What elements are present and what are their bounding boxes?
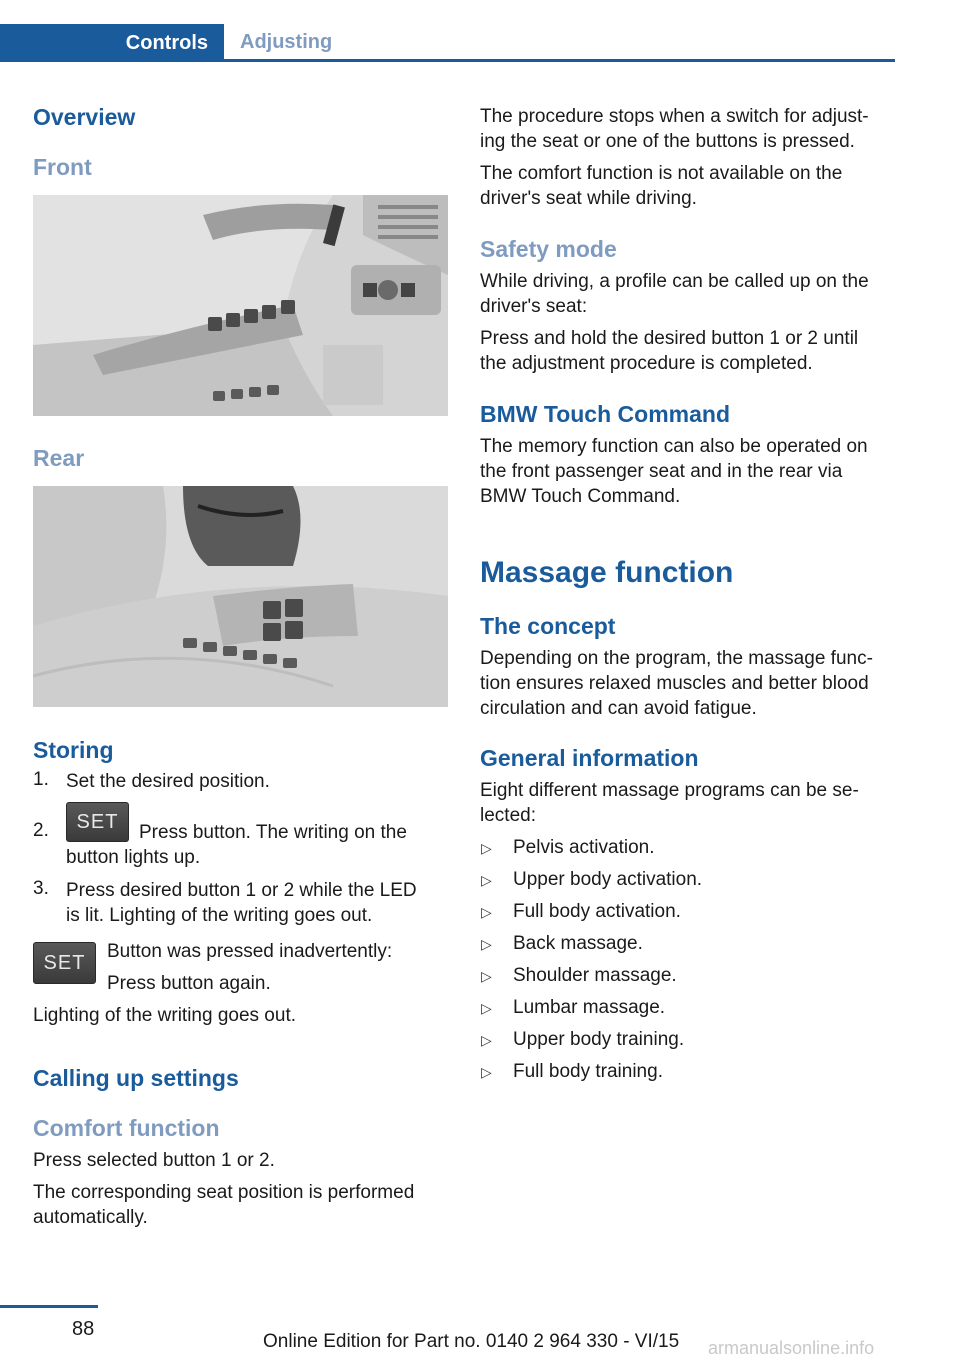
- bullet-triangle-icon: ▷: [481, 1064, 492, 1080]
- paragraph: Eight different massage programs can be se-: [480, 780, 859, 801]
- heading-safety-mode: Safety mode: [480, 236, 617, 262]
- paragraph: The procedure stops when a switch for adjust-: [480, 106, 869, 127]
- paragraph: The memory function can also be operated on: [480, 436, 868, 457]
- step-text: is lit. Lighting of the writing goes out.: [66, 905, 373, 926]
- list-item: Back massage.: [513, 933, 643, 954]
- list-item: Full body training.: [513, 1061, 663, 1082]
- list-item: Pelvis activation.: [513, 837, 655, 858]
- paragraph: ing the seat or one of the buttons is pressed.: [480, 131, 855, 152]
- paragraph: automatically.: [33, 1207, 148, 1228]
- heading-bmw-touch-command: BMW Touch Command: [480, 401, 730, 427]
- paragraph: Depending on the program, the massage func-: [480, 648, 873, 669]
- paragraph: the adjustment procedure is completed.: [480, 353, 813, 374]
- list-item: Full body activation.: [513, 901, 681, 922]
- paragraph: circulation and can avoid fatigue.: [480, 698, 757, 719]
- paragraph: Press and hold the desired button 1 or 2 until: [480, 328, 859, 349]
- note-text: Press button again.: [107, 973, 271, 994]
- list-item: Upper body activation.: [513, 869, 703, 890]
- paragraph: The corresponding seat position is performed: [33, 1182, 415, 1203]
- header-rule: [0, 59, 895, 62]
- footer-rule: [0, 1305, 98, 1308]
- front-door-illustration: [33, 195, 448, 416]
- header-tabs: [0, 24, 895, 62]
- paragraph: driver's seat while driving.: [480, 188, 697, 209]
- edition-text: Online Edition for Part no. 0140 2 964 330 - VI/15: [263, 1331, 680, 1352]
- set-button-icon: [66, 802, 129, 842]
- heading-the-concept: The concept: [480, 613, 616, 639]
- bullet-triangle-icon: ▷: [481, 1032, 492, 1048]
- heading-overview: Overview: [33, 104, 136, 130]
- note-text: Button was pressed inadvertently:: [107, 941, 393, 962]
- heading-rear: Rear: [33, 445, 85, 471]
- paragraph: driver's seat:: [480, 296, 588, 317]
- step-text: Set the desired position.: [66, 771, 270, 792]
- step-text: button lights up.: [66, 847, 201, 868]
- note-text: Lighting of the writing goes out.: [33, 1005, 297, 1026]
- paragraph: While driving, a profile can be called up on the: [480, 271, 869, 292]
- paragraph: The comfort function is not available on the: [480, 163, 843, 184]
- bullet-triangle-icon: ▷: [481, 840, 492, 856]
- heading-storing: Storing: [33, 737, 114, 763]
- list-item: Upper body training.: [513, 1029, 685, 1050]
- rear-door-illustration: [33, 486, 448, 707]
- front-door-panel-image: [33, 195, 448, 416]
- bullet-triangle-icon: ▷: [481, 904, 492, 920]
- paragraph: lected:: [480, 805, 536, 826]
- paragraph: the front passenger seat and in the rear via: [480, 461, 843, 482]
- heading-calling-up-settings: Calling up settings: [33, 1065, 239, 1091]
- watermark: armanualsonline.info: [708, 1338, 875, 1358]
- bullet-triangle-icon: ▷: [481, 936, 492, 952]
- rear-door-panel-image: [33, 486, 448, 707]
- heading-front: Front: [33, 154, 92, 180]
- step-number: 2.: [33, 820, 49, 841]
- paragraph: BMW Touch Command.: [480, 486, 681, 507]
- heading-massage-function: Massage function: [480, 556, 734, 589]
- set-button-label: SET: [76, 810, 119, 833]
- heading-general-information: General information: [480, 745, 699, 771]
- paragraph: Press selected button 1 or 2.: [33, 1150, 275, 1171]
- page-number: 88: [72, 1318, 95, 1340]
- step-text: Press button. The writing on the: [139, 822, 407, 843]
- list-item: Shoulder massage.: [513, 965, 677, 986]
- tab-controls[interactable]: Controls: [0, 24, 224, 62]
- set-button-icon: [33, 942, 96, 984]
- bullet-triangle-icon: ▷: [481, 1000, 492, 1016]
- step-text: Press desired button 1 or 2 while the LED: [66, 880, 417, 901]
- set-button-label: SET: [43, 951, 86, 974]
- step-number: 1.: [33, 769, 49, 790]
- heading-comfort-function: Comfort function: [33, 1115, 220, 1141]
- tab-adjusting[interactable]: Adjusting: [240, 31, 333, 53]
- step-number: 3.: [33, 878, 49, 899]
- paragraph: tion ensures relaxed muscles and better blood: [480, 673, 869, 694]
- bullet-triangle-icon: ▷: [481, 968, 492, 984]
- bullet-triangle-icon: ▷: [481, 872, 492, 888]
- list-item: Lumbar massage.: [513, 997, 666, 1018]
